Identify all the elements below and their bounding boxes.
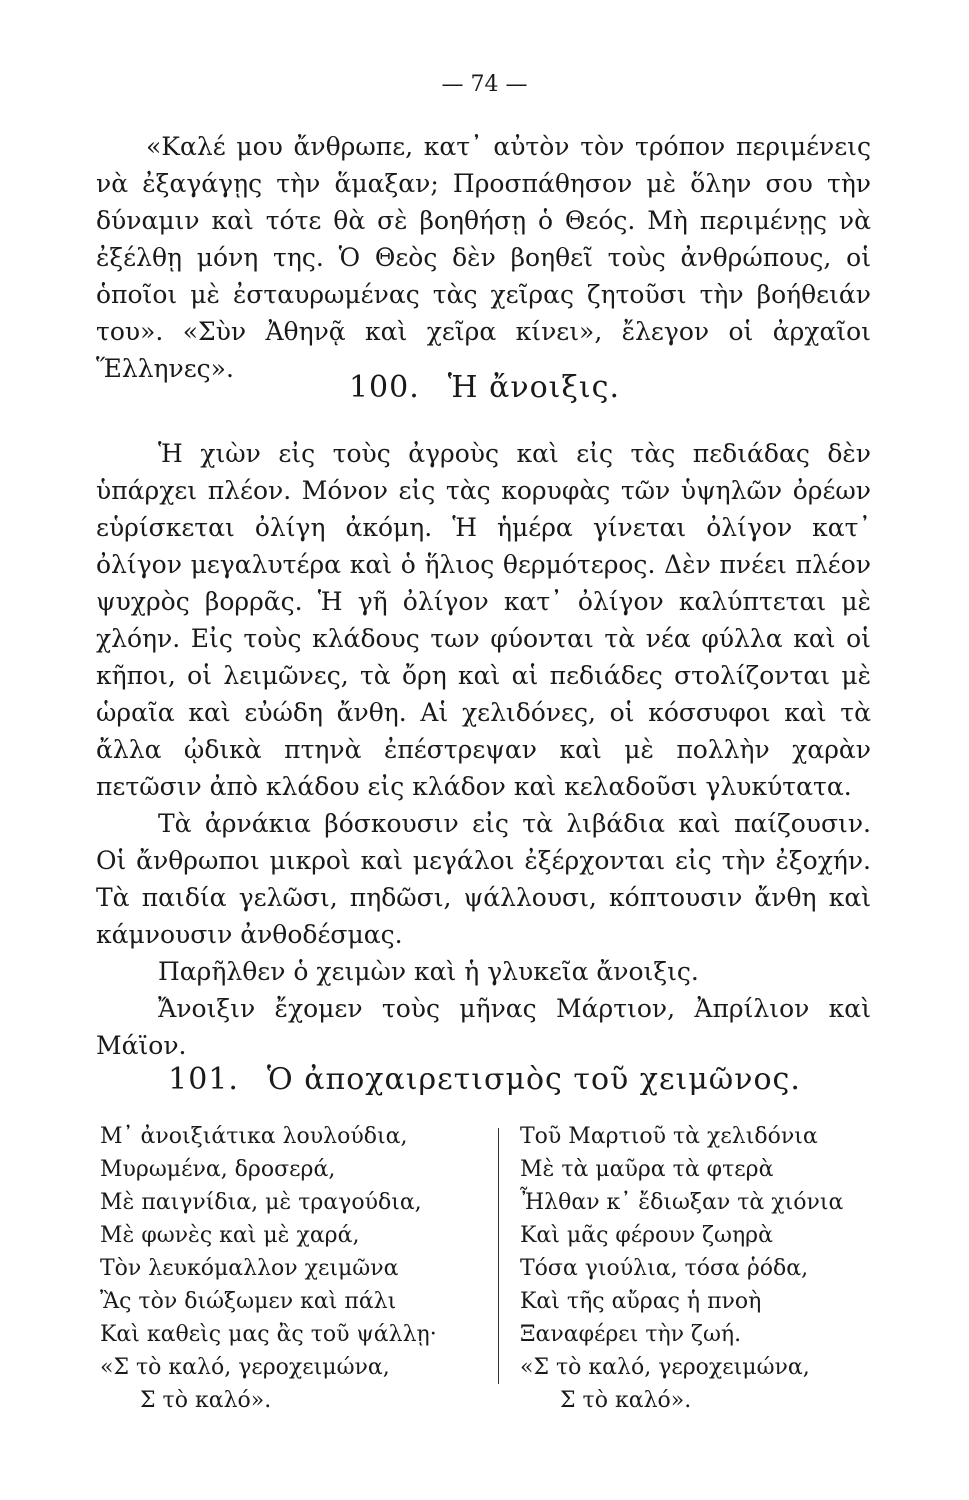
poem-verse: Μὲ φωνὲς καὶ μὲ χαρά, [100,1223,360,1248]
page-number: — 74 — [441,72,528,97]
paragraph: Ἡ χιὼν εἰς τοὺς ἀγροὺς καὶ εἰς τὰς πεδιάδας δὲν ὑπάρχει πλέον. Μόνον εἰς τὰς κορυφὰς τῶν ὑψηλῶν ὀρέων εὑρίσκεται ὀλίγη ἀκόμη. Ἡ ἡμέρα γίνεται ὀλίγον κατ᾽ ὀλίγον μεγαλυτέρα καὶ ὁ ἥλιος θερμότερος. Δὲν πνέει πλέον ψυχρὸς βορρᾶς. Ἡ γῆ ὀλίγον κατ᾽ ὀλίγον καλύπτεται μὲ χλόην. Εἰς τοὺς κλάδους των φύονται τὰ νέα φύλλα καὶ οἱ κῆποι, οἱ λειμῶνες, τὰ ὄρη καὶ αἱ πεδιάδες στολίζονται μὲ ὡραῖα καὶ εὐώδη ἄνθη. Αἱ χελιδόνες, οἱ κόσσυφοι καὶ τὰ ἄλλα ᾠδικὰ πτηνὰ ἐπέστρεψαν καὶ μὲ πολλὴν χαρὰν πετῶσιν ἀπὸ κλάδου εἰς κλάδον καὶ κελαδοῦσι γλυκύτατα. [96,439,871,801]
section-number: 101. [168,1062,239,1097]
poem-verse: Σ τὸ καλό». [560,1388,692,1413]
poem-verse: Τὸν λευκόμαλλον χειμῶνα [100,1256,399,1281]
paragraph: Τὰ ἀρνάκια βόσκουσιν εἰς τὰ λιβάδια καὶ παίζουσιν. Οἱ ἄνθρωποι μικροὶ καὶ μεγάλοι ἐξέρχονται εἰς τὴν ἐξοχήν. Τὰ παιδία γελῶσι, πηδῶσι, ψάλλουσι, κόπτουσιν ἄνθη καὶ κάμνουσιν ἀνθοδέσμας. [96,809,871,949]
poem-verse: Σ τὸ καλό». [140,1388,272,1413]
poem-stanza-right [508,1120,872,1417]
paragraph: Ἄνοιξιν ἔχομεν τοὺς μῆνας Μάρτιον, Ἀπρίλιον καὶ Μάϊον. [96,994,871,1060]
poem-verse: Μ᾽ ἀνοιξιάτικα λουλούδια, [100,1124,408,1149]
poem-verse: Καὶ μᾶς φέρουν ζωηρὰ [520,1223,773,1248]
paragraph: Παρῆλθεν ὁ χειμὼν καὶ ἡ γλυκεῖα ἄνοιξις. [158,957,699,986]
section-number: 100. [348,370,420,405]
poem-verse: «Σ τὸ καλό, γεροχειμώνα, [520,1355,810,1380]
poem-verse: Μὲ παιγνίδια, μὲ τραγούδια, [100,1190,422,1215]
poem-verse: Μὲ τὰ μαῦρα τὰ φτερὰ [520,1157,774,1182]
poem-verse: Ξαναφέρει τὴν ζωή. [520,1322,742,1347]
section-100-body [96,435,871,1064]
section-title: Ἡ ἄνοιξις. [447,370,621,405]
section-heading-100 [0,370,969,405]
poem-verse: Καὶ τῆς αὔρας ἡ πνοὴ [520,1289,762,1314]
poem-verse: Ἦλθαν κ᾽ ἔδιωξαν τὰ χιόνια [520,1190,844,1215]
poem-verse: Ἂς τὸν διώξωμεν καὶ πάλι [100,1289,397,1314]
poem-verse: Τόσα γιούλια, τόσα ῥόδα, [520,1256,809,1281]
section-heading-101 [0,1062,969,1097]
poem-verse: Μυρωμένα, δροσερά, [100,1157,336,1182]
poem-verse: Τοῦ Μαρτιοῦ τὰ χελιδόνια [520,1124,818,1149]
intro-paragraph: «Καλέ μου ἄνθρωπε, κατ᾽ αὐτὸν τὸν τρόπον περιμένεις νὰ ἐξαγάγῃς τὴν ἅμαξαν; Προσπάθησον μὲ ὅλην σου τὴν δύναμιν καὶ τότε θὰ σὲ βοηθήσῃ ὁ Θεός. Μὴ περιμένῃς νὰ ἐξέλθῃ μόνη της. Ὁ Θεὸς δὲν βοηθεῖ τοὺς ἀνθρώπους, οἱ ὁποῖοι μὲ ἐσταυρωμένας τὰς χεῖρας ζητοῦσι τὴν βοήθειάν του». «Σὺν Ἀθηνᾷ καὶ χεῖρα κίνει», ἔλεγον οἱ ἀρχαῖοι Ἕλληνες». [96,132,871,383]
poem-verse: «Σ τὸ καλό, γεροχειμώνα, [100,1355,390,1380]
poem-stanza-left [100,1120,500,1417]
poem-divider [498,1128,499,1384]
section-title: Ὁ ἀποχαιρετισμὸς τοῦ χειμῶνος. [266,1062,801,1097]
poem-verse: Καὶ καθεὶς μας ἂς τοῦ ψάλλῃ· [100,1322,437,1347]
